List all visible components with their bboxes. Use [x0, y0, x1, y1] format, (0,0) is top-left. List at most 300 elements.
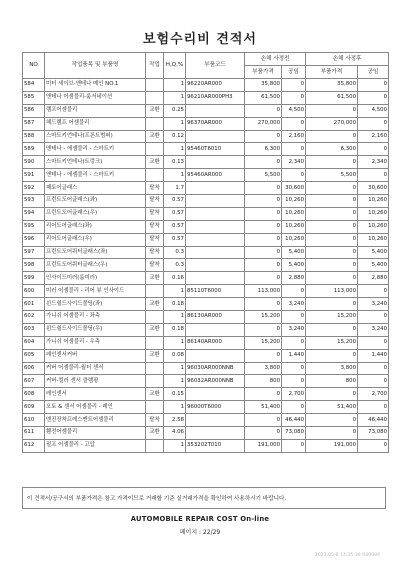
cell-after-labor: 0 [358, 285, 389, 298]
cell-after-parts-price: 0 [306, 427, 358, 440]
cell-work [146, 117, 164, 130]
cell-no: 589 [23, 143, 45, 156]
cell-before-parts-price: 15,200 [245, 311, 282, 324]
cell-no: 601 [23, 298, 45, 311]
cell-after-parts-price: 61,500 [306, 91, 358, 104]
cell-after-parts-price: 15,200 [306, 336, 358, 349]
table-row [23, 427, 389, 440]
cell-before-parts-price: 0 [245, 130, 282, 143]
cell-before-labor: 0 [282, 285, 306, 298]
cell-work: 교환 [146, 298, 164, 311]
cell-after-parts-price: 0 [306, 388, 358, 401]
cell-no: 602 [23, 311, 45, 324]
cell-after-labor: 5,400 [358, 259, 389, 272]
header-no: NO [23, 53, 45, 79]
cell-before-labor: 30,600 [282, 182, 306, 195]
cell-before-parts-price: 0 [245, 246, 282, 259]
cell-item-name: 앤테나 어셈블리-룸서네이션 [45, 91, 146, 104]
cell-part-code: 86140AR000 [186, 336, 245, 349]
cell-after-parts-price: 0 [306, 156, 358, 169]
cell-before-parts-price: 0 [245, 259, 282, 272]
cell-after-labor: 10,260 [358, 195, 389, 208]
cell-before-parts-price: 270,000 [245, 117, 282, 130]
cell-before-parts-price: 0 [245, 233, 282, 246]
cell-before-labor: 2,700 [282, 388, 306, 401]
cell-before-labor: 0 [282, 401, 306, 414]
cell-before-labor: 0 [282, 91, 306, 104]
estimate-rows [23, 79, 389, 453]
cell-item-name: 프런트도어쿼터글래스(좌) [45, 246, 146, 259]
table-row [23, 311, 389, 324]
table-row [23, 195, 389, 208]
cell-after-parts-price: 270,000 [306, 117, 358, 130]
table-row [23, 207, 389, 220]
cell-after-parts-price: 6,300 [306, 143, 358, 156]
cell-hq: 0.57 [164, 195, 186, 208]
table-row [23, 272, 389, 285]
cell-before-parts-price: 0 [245, 349, 282, 362]
cell-work: 교환 [146, 272, 164, 285]
cell-before-parts-price: 15,200 [245, 336, 282, 349]
cell-after-labor: 3,240 [358, 323, 389, 336]
cell-no: 603 [23, 323, 45, 336]
table-row [23, 182, 389, 195]
cell-after-parts-price: 800 [306, 375, 358, 388]
table-row [23, 79, 389, 92]
cell-work [146, 169, 164, 182]
cell-hq: 0.57 [164, 233, 186, 246]
cell-after-parts-price: 0 [306, 414, 358, 427]
cell-hq: 0.15 [164, 388, 186, 401]
cell-item-name: 펄프 어셈블리 - 고압 [45, 439, 146, 452]
cell-work: 교환 [146, 104, 164, 117]
cell-item-name: 미러 어셈블리 - 리어 뷰 인사이드 [45, 285, 146, 298]
cell-before-parts-price: 0 [245, 104, 282, 117]
cell-before-labor: 0 [282, 336, 306, 349]
cell-before-parts-price: 5,500 [245, 169, 282, 182]
table-row [23, 233, 389, 246]
cell-after-labor: 0 [358, 91, 389, 104]
table-row [23, 117, 389, 130]
cell-no: 594 [23, 207, 45, 220]
cell-before-labor: 3,240 [282, 323, 306, 336]
price-notice: 이 견적서/공구서의 부품가격은 참고 가격이므로 거래할 기준 실거래가격을 확인하여 사용하시기 바랍니다. [22, 487, 386, 509]
header-item-name: 작업품목 및 부품명 [45, 53, 146, 79]
cell-hq: 1 [164, 169, 186, 182]
cell-after-labor: 10,260 [358, 207, 389, 220]
table-row [23, 414, 389, 427]
cell-part-code [186, 246, 245, 259]
cell-part-code [186, 414, 245, 427]
cell-no: 608 [23, 388, 45, 401]
cell-after-parts-price: 0 [306, 233, 358, 246]
cell-before-labor: 10,260 [282, 220, 306, 233]
cell-no: 612 [23, 439, 45, 452]
cell-after-parts-price: 3,800 [306, 362, 358, 375]
cell-no: 585 [23, 91, 45, 104]
cell-no: 598 [23, 259, 45, 272]
cell-work: 교환 [146, 323, 164, 336]
cell-before-labor: 2,340 [282, 156, 306, 169]
table-row [23, 375, 389, 388]
header-before-assessment: 손해 사정전 [245, 53, 306, 66]
cell-after-parts-price: 0 [306, 130, 358, 143]
cell-after-labor: 0 [358, 169, 389, 182]
cell-work [146, 79, 164, 92]
cell-before-parts-price: 191,000 [245, 439, 282, 452]
cell-after-parts-price: 0 [306, 349, 358, 362]
cell-hq: 1 [164, 336, 186, 349]
cell-after-parts-price: 0 [306, 207, 358, 220]
table-row [23, 439, 389, 452]
cell-item-name: 커버 어셈블리-윌터 센서 [45, 362, 146, 375]
cell-work: 탈착 [146, 259, 164, 272]
cell-before-labor: 10,260 [282, 195, 306, 208]
cell-hq: 0.25 [164, 104, 186, 117]
cell-no: 610 [23, 414, 45, 427]
cell-work: 탈착 [146, 195, 164, 208]
cell-hq: 1 [164, 91, 186, 104]
cell-after-labor: 2,340 [358, 156, 389, 169]
cell-after-labor: 4,500 [358, 104, 389, 117]
cell-item-name: 엔진장착프레스멘트어셈블리 [45, 414, 146, 427]
cell-part-code [186, 388, 245, 401]
table-row [23, 285, 389, 298]
cell-item-name: 윈드쉴드사이드몰딩(좌) [45, 298, 146, 311]
cell-part-code [186, 272, 245, 285]
cell-before-parts-price: 0 [245, 195, 282, 208]
cell-part-code [186, 182, 245, 195]
header-hq: H,Q,% [164, 53, 186, 79]
cell-no: 599 [23, 272, 45, 285]
cell-hq: 0.57 [164, 220, 186, 233]
cell-hq: 1 [164, 401, 186, 414]
cell-work: 탈착 [146, 233, 164, 246]
cell-hq: 1.7 [164, 182, 186, 195]
cell-item-name: 인사이드미러(룸미러) [45, 272, 146, 285]
cell-no: 588 [23, 130, 45, 143]
cell-before-labor: 2,880 [282, 272, 306, 285]
cell-work [146, 375, 164, 388]
cell-before-parts-price: 0 [245, 388, 282, 401]
estimate-table [22, 52, 389, 453]
cell-item-name: 오토 & 센서 어셈블리 - 레인 [45, 401, 146, 414]
cell-hq: 0.13 [164, 156, 186, 169]
cell-item-name: 윈드쉴드사이드몰딩(우) [45, 323, 146, 336]
cell-before-labor: 0 [282, 362, 306, 375]
cell-no: 609 [23, 401, 45, 414]
cell-before-labor: 2,160 [282, 130, 306, 143]
header-before-labor: 공임 [282, 66, 306, 79]
cell-after-parts-price: 35,800 [306, 79, 358, 92]
cell-no: 587 [23, 117, 45, 130]
cell-work: 교환 [146, 427, 164, 440]
cell-part-code [186, 323, 245, 336]
cell-before-parts-price: 35,800 [245, 79, 282, 92]
cell-before-parts-price: 0 [245, 298, 282, 311]
cell-after-labor: 0 [358, 336, 389, 349]
cell-part-code: 95460T6010 [186, 143, 245, 156]
cell-no: 605 [23, 349, 45, 362]
cell-no: 592 [23, 182, 45, 195]
cell-hq: 1 [164, 143, 186, 156]
cell-before-parts-price: 6,300 [245, 143, 282, 156]
cell-part-code: 96030AR000NNB [186, 362, 245, 375]
cell-after-parts-price: 51,400 [306, 401, 358, 414]
table-row [23, 336, 389, 349]
cell-hq: 1 [164, 311, 186, 324]
cell-after-parts-price: 0 [306, 195, 358, 208]
cell-after-parts-price: 113,000 [306, 285, 358, 298]
cell-hq: 0.08 [164, 349, 186, 362]
cell-after-labor: 2,700 [358, 388, 389, 401]
cell-before-labor: 73,080 [282, 427, 306, 440]
cell-no: 596 [23, 233, 45, 246]
cell-before-labor: 4,500 [282, 104, 306, 117]
table-row [23, 91, 389, 104]
cell-work: 교환 [146, 130, 164, 143]
cell-after-labor: 1,440 [358, 349, 389, 362]
cell-part-code: 96000T6000 [186, 401, 245, 414]
cell-part-code [186, 233, 245, 246]
table-row [23, 220, 389, 233]
cell-part-code: 86130AR000 [186, 311, 245, 324]
cell-part-code: 96220AR000 [186, 79, 245, 92]
cell-before-parts-price: 0 [245, 207, 282, 220]
cell-after-labor: 0 [358, 311, 389, 324]
cell-after-labor: 0 [358, 439, 389, 452]
cell-after-labor: 0 [358, 362, 389, 375]
cell-part-code: 96210AR000PH3 [186, 91, 245, 104]
cell-part-code [186, 259, 245, 272]
cell-part-code [186, 104, 245, 117]
footer-title: AUTOMOBILE REPAIR COST On-line [130, 515, 270, 523]
cell-work: 교환 [146, 388, 164, 401]
cell-before-parts-price: 113,000 [245, 285, 282, 298]
cell-after-parts-price: 0 [306, 259, 358, 272]
cell-no: 611 [23, 427, 45, 440]
cell-after-labor: 0 [358, 117, 389, 130]
header-after-labor: 공임 [358, 66, 389, 79]
cell-work [146, 336, 164, 349]
cell-before-labor: 46,440 [282, 414, 306, 427]
cell-no: 597 [23, 246, 45, 259]
cell-before-parts-price: 0 [245, 272, 282, 285]
cell-before-labor: 0 [282, 311, 306, 324]
table-row [23, 104, 389, 117]
cell-after-parts-price: 15,200 [306, 311, 358, 324]
cell-after-labor: 0 [358, 79, 389, 92]
cell-work [146, 311, 164, 324]
cell-hq: 0.57 [164, 207, 186, 220]
cell-no: 586 [23, 104, 45, 117]
cell-hq: 0.18 [164, 323, 186, 336]
cell-part-code: 95460AR000 [186, 169, 245, 182]
cell-hq: 1 [164, 285, 186, 298]
document-title: 보험수리비 견적서 [143, 32, 257, 47]
cell-item-name: 프런트도어글래스(좌) [45, 195, 146, 208]
cell-hq: 1 [164, 79, 186, 92]
cell-item-name: 레인센서커버 [45, 349, 146, 362]
cell-before-labor: 5,400 [282, 246, 306, 259]
cell-no: 606 [23, 362, 45, 375]
cell-hq: 0.16 [164, 272, 186, 285]
table-row [23, 349, 389, 362]
cell-after-labor: 0 [358, 401, 389, 414]
cell-before-labor: 0 [282, 117, 306, 130]
cell-item-name: 레인센서 [45, 388, 146, 401]
cell-no: 600 [23, 285, 45, 298]
cell-item-name: 스마트키언테나(트렁크) [45, 156, 146, 169]
cell-after-parts-price: 0 [306, 246, 358, 259]
header-after-assessment: 손해 사정후 [306, 53, 389, 66]
cell-hq: 0.12 [164, 130, 186, 143]
cell-work [146, 439, 164, 452]
table-row [23, 156, 389, 169]
cell-no: 595 [23, 220, 45, 233]
cell-after-labor: 0 [358, 143, 389, 156]
cell-before-labor: 10,260 [282, 207, 306, 220]
cell-before-labor: 0 [282, 79, 306, 92]
cell-before-parts-price: 0 [245, 323, 282, 336]
cell-work: 탈착 [146, 182, 164, 195]
cell-after-labor: 2,160 [358, 130, 389, 143]
cell-part-code [186, 195, 245, 208]
table-row [23, 169, 389, 182]
cell-item-name: 프런트도어쿼터글래스(우) [45, 259, 146, 272]
cell-after-labor: 3,240 [358, 298, 389, 311]
cell-item-name: 램프어셈블리 [45, 104, 146, 117]
cell-before-labor: 5,400 [282, 259, 306, 272]
cell-after-parts-price: 0 [306, 220, 358, 233]
table-row [23, 143, 389, 156]
cell-hq: 1 [164, 117, 186, 130]
cell-part-code: 96370AR000 [186, 117, 245, 130]
cell-part-code [186, 220, 245, 233]
cell-before-parts-price: 51,400 [245, 401, 282, 414]
cell-work: 교환 [146, 349, 164, 362]
cell-after-parts-price: 0 [306, 323, 358, 336]
cell-item-name: 리어도어글래스(우) [45, 233, 146, 246]
cell-before-labor: 1,440 [282, 349, 306, 362]
cell-no: 607 [23, 375, 45, 388]
cell-work [146, 401, 164, 414]
cell-after-labor: 73,080 [358, 427, 389, 440]
cell-hq: 4.06 [164, 427, 186, 440]
cell-hq: 0.3 [164, 246, 186, 259]
cell-work: 탈착 [146, 220, 164, 233]
page-indicator: 페이지 : 22/29 [179, 529, 221, 536]
table-row [23, 323, 389, 336]
cell-after-labor: 46,440 [358, 414, 389, 427]
cell-before-labor: 3,240 [282, 298, 306, 311]
cell-before-parts-price: 0 [245, 414, 282, 427]
cell-item-name: 리어도어글래스(좌) [45, 220, 146, 233]
cell-item-name: 가니쉬 어셈블리 - 좌측 [45, 311, 146, 324]
cell-after-parts-price: 0 [306, 298, 358, 311]
cell-after-labor: 10,260 [358, 233, 389, 246]
cell-after-parts-price: 191,000 [306, 439, 358, 452]
cell-before-parts-price: 0 [245, 427, 282, 440]
table-row [23, 259, 389, 272]
cell-work [146, 285, 164, 298]
cell-after-labor: 30,600 [358, 182, 389, 195]
print-timestamp: 2023-05-B 14:35:39 R00086 [314, 553, 380, 558]
table-row [23, 246, 389, 259]
cell-after-labor: 2,880 [358, 272, 389, 285]
cell-after-labor: 10,260 [358, 220, 389, 233]
cell-part-code [186, 207, 245, 220]
table-row [23, 362, 389, 375]
cell-before-parts-price: 800 [245, 375, 282, 388]
cell-item-name: 패토어글래스 [45, 182, 146, 195]
header-after-parts-price: 부품가격 [306, 66, 358, 79]
cell-before-parts-price: 0 [245, 182, 282, 195]
table-row [23, 401, 389, 414]
cell-after-parts-price: 0 [306, 104, 358, 117]
cell-work [146, 143, 164, 156]
cell-hq: 2.58 [164, 414, 186, 427]
cell-before-parts-price: 0 [245, 156, 282, 169]
cell-hq: 0.18 [164, 298, 186, 311]
cell-no: 590 [23, 156, 45, 169]
cell-part-code: 353202T010 [186, 439, 245, 452]
header-part-code: 부품코드 [186, 53, 245, 79]
cell-hq: 1 [164, 439, 186, 452]
cell-after-labor: 0 [358, 375, 389, 388]
cell-work [146, 91, 164, 104]
cell-before-labor: 0 [282, 169, 306, 182]
cell-work: 탈착 [146, 414, 164, 427]
cell-item-name: 스마트키언테나(프론트범퍼) [45, 130, 146, 143]
header-before-parts-price: 부품가격 [245, 66, 282, 79]
cell-no: 604 [23, 336, 45, 349]
cell-item-name: 가니쉬 어셈블리 - 우측 [45, 336, 146, 349]
cell-work [146, 362, 164, 375]
cell-before-labor: 0 [282, 439, 306, 452]
cell-work: 탈착 [146, 246, 164, 259]
cell-after-parts-price: 0 [306, 182, 358, 195]
cell-item-name: 프런트도어글래스(우) [45, 207, 146, 220]
cell-part-code [186, 156, 245, 169]
cell-part-code [186, 349, 245, 362]
cell-item-name: 휀전어셈블리 [45, 427, 146, 440]
cell-after-parts-price: 5,500 [306, 169, 358, 182]
cell-part-code: 85110T6000 [186, 285, 245, 298]
cell-no: 593 [23, 195, 45, 208]
cell-hq: 0.3 [164, 259, 186, 272]
cell-no: 591 [23, 169, 45, 182]
cell-after-parts-price: 0 [306, 272, 358, 285]
cell-part-code [186, 298, 245, 311]
cell-item-name: 헤드램프 어셈블리 [45, 117, 146, 130]
cell-item-name: 미터 세이브-앤테나 메인 NO.1 [45, 79, 146, 92]
cell-hq: 1 [164, 362, 186, 375]
table-row [23, 388, 389, 401]
cell-before-labor: 0 [282, 143, 306, 156]
cell-before-labor: 0 [282, 375, 306, 388]
cell-after-labor: 5,400 [358, 246, 389, 259]
table-row [23, 130, 389, 143]
cell-before-parts-price: 0 [245, 220, 282, 233]
cell-part-code: 96032AR000NNB [186, 375, 245, 388]
cell-before-parts-price: 61,500 [245, 91, 282, 104]
cell-part-code [186, 427, 245, 440]
cell-before-parts-price: 3,800 [245, 362, 282, 375]
cell-item-name: 커버-컬러 센서 클램핑 [45, 375, 146, 388]
header-work: 작업 [146, 53, 164, 79]
cell-before-labor: 10,260 [282, 233, 306, 246]
